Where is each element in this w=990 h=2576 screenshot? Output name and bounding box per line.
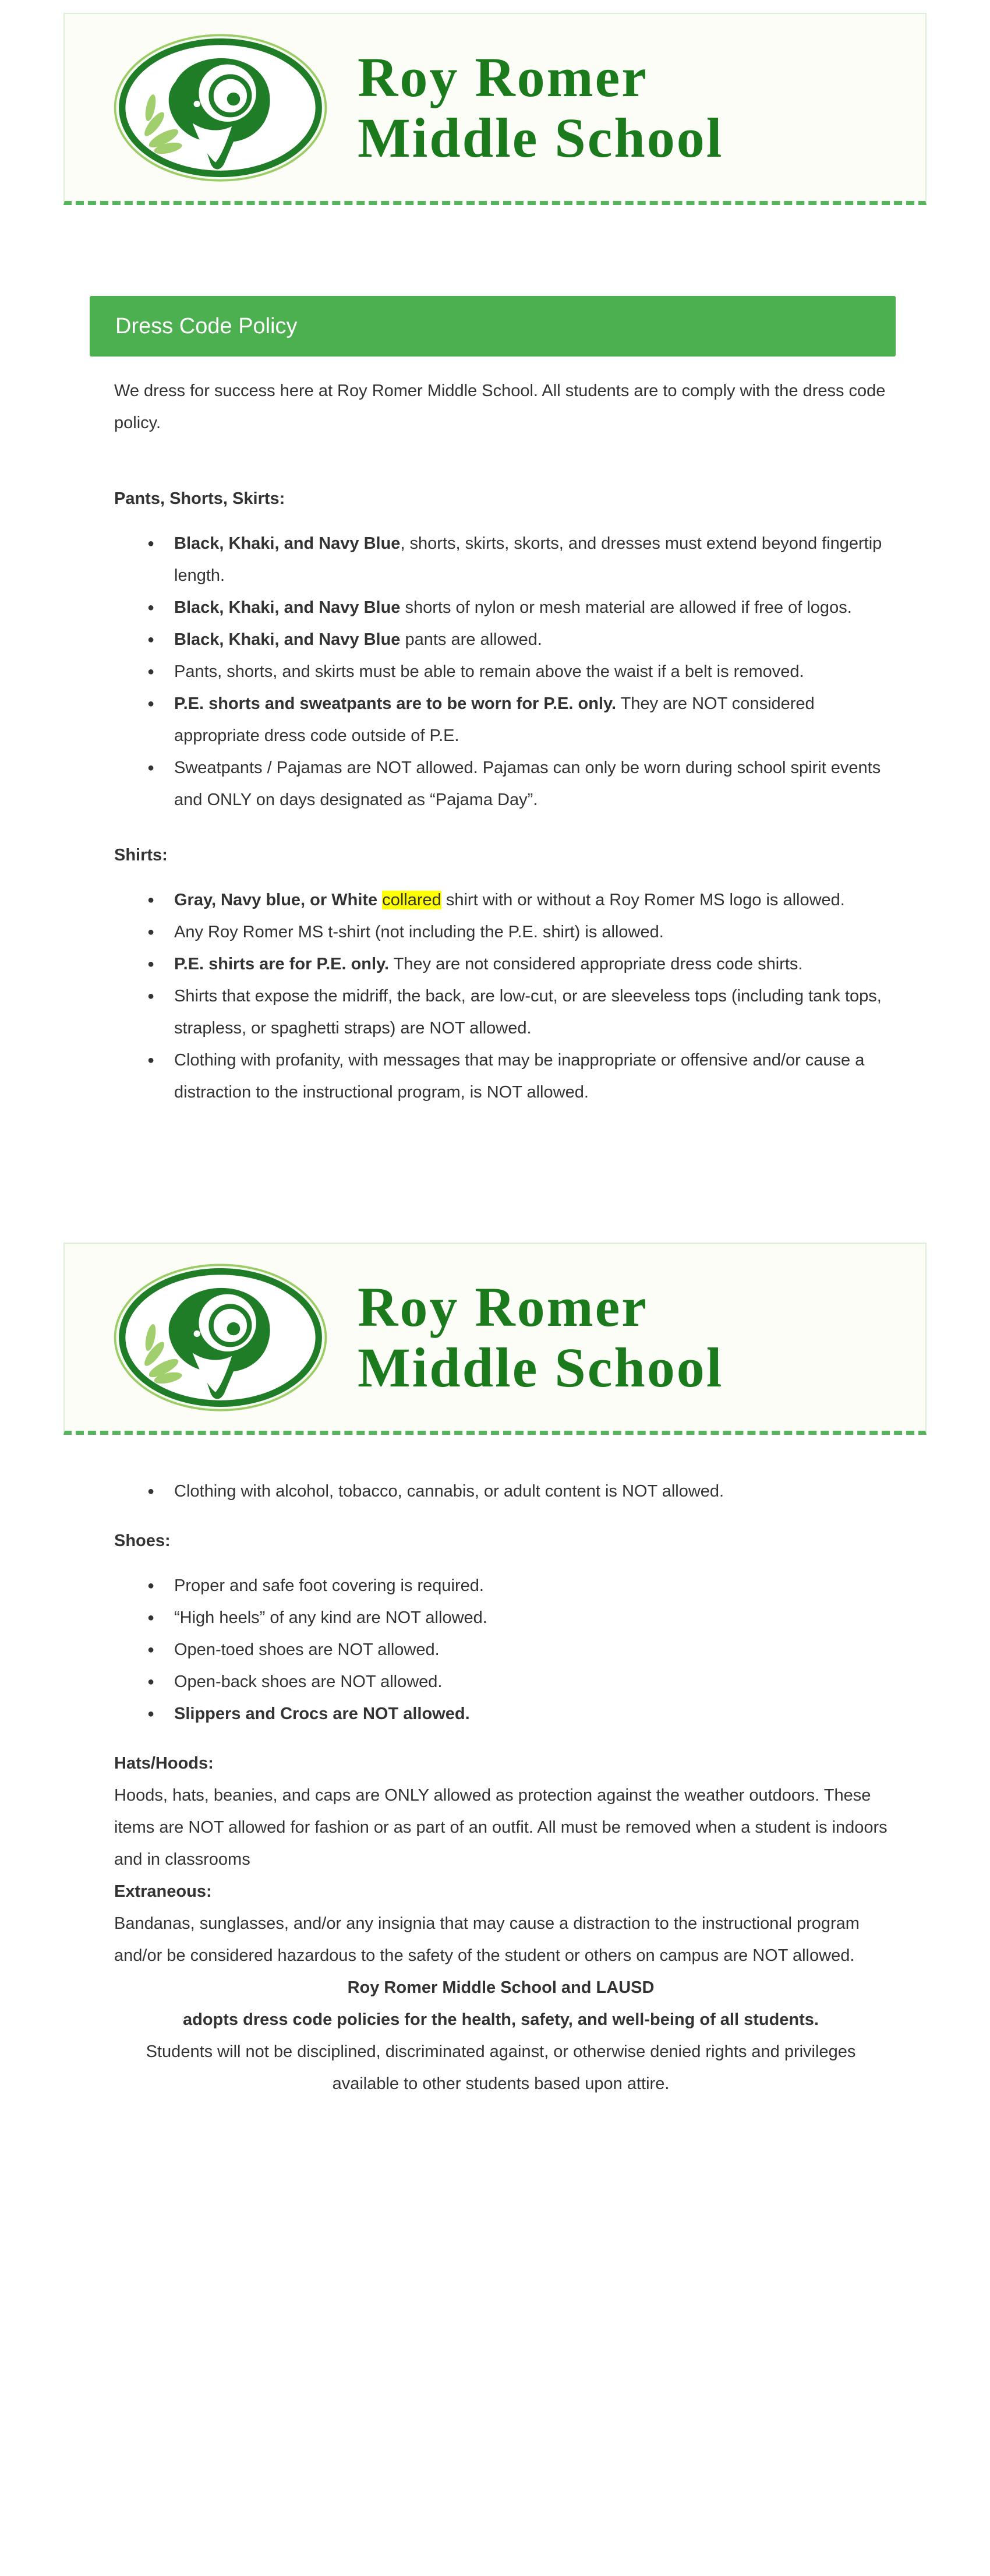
school-name-line2: Middle School [358, 1336, 724, 1399]
intro-paragraph: We dress for success here at Roy Romer Middle School. All students are to comply with the dress code policy. [114, 382, 886, 432]
bullet-text: They are NOT considered appropriate dress code outside of P.E. [174, 694, 815, 745]
bullet-item [114, 1634, 888, 1666]
school-name-line1: Roy Romer [358, 45, 648, 108]
bullet-text: Clothing with profanity, with messages that may be inappropriate or offensive and/or cause a distraction to the instructional program, is NOT allowed. [174, 1051, 865, 1102]
bullet-item [114, 916, 888, 948]
pants-bullet-list [114, 528, 888, 816]
section-heading-hats: Hats/Hoods: [114, 1754, 214, 1773]
bullet-item [114, 624, 888, 656]
bullet-item [114, 1666, 888, 1698]
bullet-text: Shirts that expose the midriff, the back, are low-cut, or are sleeveless tops (including tank tops, strapless, or spaghetti straps) are NOT allowed. [174, 987, 882, 1038]
bullet-text: shirt with or without a Roy Romer MS logo is allowed. [441, 891, 845, 909]
closing-statement [114, 1972, 888, 2100]
bullet-text: Open-toed shoes are NOT allowed. [174, 1640, 440, 1659]
closing-line-1: Roy Romer Middle School and LAUSD [347, 1978, 655, 1997]
bullet-text: Clothing with alcohol, tobacco, cannabis, or adult content is NOT allowed. [174, 1482, 724, 1501]
bullet-text: Sweatpants / Pajamas are NOT allowed. Pajamas can only be worn during school spirit events and ONLY on days designated as “Pajama Day”. [174, 758, 881, 809]
bullet-text: shorts of nylon or mesh material are allowed if free of logos. [400, 598, 852, 617]
bullet-text: pants are allowed. [400, 630, 542, 649]
ram-logo-icon [111, 1259, 330, 1416]
bullet-item [114, 1698, 888, 1730]
policy-title: Dress Code Policy [115, 313, 298, 338]
bullet-text: Black, Khaki, and Navy Blue [174, 534, 401, 553]
bullet-text: Proper and safe foot covering is required. [174, 1576, 484, 1595]
bullet-text: Gray, Navy blue, or White [174, 891, 378, 909]
bullet-item [114, 1602, 888, 1634]
bullet-text: Open-back shoes are NOT allowed. [174, 1672, 443, 1691]
section-heading-shoes: Shoes: [114, 1532, 171, 1550]
bullet-item [114, 752, 888, 816]
letterhead-banner [63, 13, 927, 205]
bullet-item [114, 1570, 888, 1602]
continued-bullet-list [114, 1476, 888, 1508]
bullet-text: Any Roy Romer MS t-shirt (not including the P.E. shirt) is allowed. [174, 923, 664, 941]
closing-line-3: Students will not be disciplined, discriminated against, or otherwise denied rights and privileges available to other students based upon attire. [146, 2042, 856, 2093]
bullet-item [114, 592, 888, 624]
bullet-text: P.E. shirts are for P.E. only. [174, 955, 390, 973]
highlighted-text: collared [382, 891, 441, 909]
bullet-text: P.E. shorts and sweatpants are to be worn for P.E. only. [174, 694, 617, 713]
ram-logo-icon [111, 30, 330, 186]
bullet-text: Black, Khaki, and Navy Blue [174, 630, 401, 649]
document-page [0, 13, 990, 2100]
bullet-item [114, 1044, 888, 1109]
school-name-line2: Middle School [358, 106, 724, 169]
bullet-item [114, 656, 888, 688]
school-name [358, 1277, 723, 1398]
bullet-item [114, 980, 888, 1044]
section-heading-extraneous: Extraneous: [114, 1882, 212, 1901]
bullet-text: , shorts, skirts, skorts, and dresses must extend beyond fingertip length. [174, 534, 882, 585]
closing-line-2: adopts dress code policies for the health, safety, and well-being of all students. [182, 2010, 819, 2029]
school-name [358, 47, 723, 168]
bullet-item [114, 948, 888, 980]
hats-paragraph: Hoods, hats, beanies, and caps are ONLY allowed as protection against the weather outdoors. These items are NOT allowed for fashion or as part of an outfit. All must be removed when a student is indoors and in classrooms [114, 1786, 888, 1869]
bullet-text: Pants, shorts, and skirts must be able to remain above the waist if a belt is removed. [174, 662, 804, 681]
bullet-item [114, 884, 888, 916]
policy-title-banner [90, 296, 896, 357]
shoes-bullet-list [114, 1570, 888, 1730]
bullet-item [114, 528, 888, 592]
section-heading-pants: Pants, Shorts, Skirts: [114, 489, 285, 508]
letterhead-banner-second [63, 1243, 927, 1435]
policy-content-bottom [114, 1476, 888, 2100]
bullet-item [114, 1476, 888, 1508]
bullet-item [114, 688, 888, 752]
bullet-text: They are not considered appropriate dress code shirts. [389, 955, 803, 973]
extraneous-paragraph: Bandanas, sunglasses, and/or any insignia that may cause a distraction to the instructional program and/or be considered hazardous to the safety of the student or others on campus are NOT allowed. [114, 1914, 860, 1965]
bullet-text: Black, Khaki, and Navy Blue [174, 598, 401, 617]
section-heading-shirts: Shirts: [114, 846, 168, 864]
bullet-text: “High heels” of any kind are NOT allowed. [174, 1608, 487, 1627]
policy-content-top [114, 375, 888, 1109]
shirts-bullet-list [114, 884, 888, 1109]
school-name-line1: Roy Romer [358, 1275, 648, 1338]
bullet-text: Slippers and Crocs are NOT allowed. [174, 1705, 470, 1723]
